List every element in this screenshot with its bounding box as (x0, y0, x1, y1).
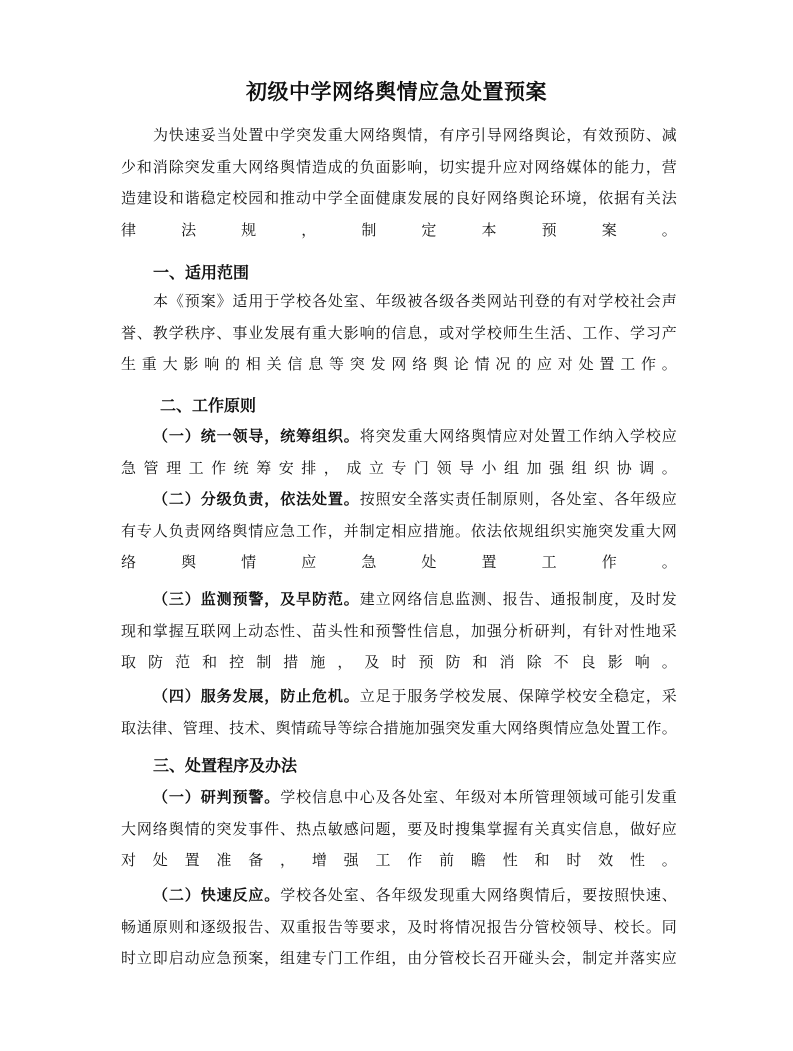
principle-2-line (121, 484, 677, 516)
section-1-line: 生重大影响的相关信息等突发网络舆论情况的应对处置工作。 (121, 355, 677, 373)
principle-3-paragraph (121, 584, 677, 679)
procedure-1-text: 学校信息中心及各处室、年级对本所管理领域可能引发重 (280, 788, 677, 806)
principle-2-paragraph (121, 484, 677, 579)
procedure-2-paragraph (121, 880, 677, 975)
procedure-1-line: 大网络舆情的突发事件、热点敏感问题，要及时搜集掌握有关真实信息，做好应 (121, 819, 677, 838)
procedure-1-paragraph (121, 782, 677, 877)
principle-1-paragraph (121, 421, 677, 484)
section-1-paragraph (121, 286, 677, 381)
procedure-2-lead: （二）快速反应。 (153, 886, 281, 904)
document-title: 初级中学网络舆情应急处置预案 (246, 80, 547, 104)
section-2-heading: 二、工作原则 (160, 396, 257, 415)
principle-3-line: 取防范和控制措施，及时预防和消除不良影响。 (121, 653, 677, 671)
principle-3-line (121, 584, 677, 616)
principle-1-line (121, 421, 677, 453)
procedure-1-line (121, 782, 677, 814)
principle-4-paragraph (121, 681, 677, 744)
intro-line: 律法规，制定本预案。 (121, 220, 677, 239)
intro-line: 为快速妥当处置中学突发重大网络舆情，有序引导网络舆论，有效预防、减 (153, 126, 677, 144)
principle-1-text: 将突发重大网络舆情应对处置工作纳入学校应 (359, 427, 677, 445)
section-3-heading: 三、处置程序及办法 (153, 756, 298, 775)
principle-3-lead: （三）监测预警，及早防范。 (153, 590, 360, 608)
intro-line: 造建设和谐稳定校园和推动中学全面健康发展的良好网络舆论环境，依据有关法 (121, 189, 677, 207)
principle-1-lead: （一）统一领导，统筹组织。 (153, 427, 360, 445)
section-1-heading: 一、适用范围 (153, 263, 250, 282)
principle-2-line: 有专人负责网络舆情应急工作，并制定相应措施。依法依规组织实施突发重大网 (121, 521, 677, 540)
principle-3-line: 现和掌握互联网上动态性、苗头性和预警性信息，加强分析研判，有针对性地采 (121, 621, 677, 640)
procedure-1-line: 对处置准备，增强工作前瞻性和时效性。 (121, 851, 677, 869)
principle-2-line: 络舆情应急处置工作。 (121, 553, 677, 571)
principle-4-line: 取法律、管理、技术、舆情疏导等综合措施加强突发重大网络舆情应急处置工作。 (121, 718, 677, 737)
principle-2-lead: （二）分级负责，依法处置。 (153, 490, 360, 508)
principle-4-lead: （四）服务发展，防止危机。 (153, 687, 360, 705)
procedure-2-line: 畅通原则和逐级报告、双重报告等要求，及时将情况报告分管校领导、校长。同 (121, 917, 677, 936)
principle-4-text: 立足于服务学校发展、保障学校安全稳定，采 (359, 687, 677, 705)
intro-line: 少和消除突发重大网络舆情造成的负面影响，切实提升应对网络媒体的能力，营 (121, 157, 677, 176)
procedure-2-line: 时立即启动应急预案，组建专门工作组，由分管校长召开碰头会，制定并落实应 (121, 949, 677, 967)
procedure-1-lead: （一）研判预警。 (153, 788, 281, 806)
section-1-line: 誉、教学秩序、事业发展有重大影响的信息，或对学校师生生活、工作、学习产 (121, 323, 677, 342)
section-1-line: 本《预案》适用于学校各处室、年级被各级各类网站刊登的有对学校社会声 (153, 292, 677, 310)
principle-3-text: 建立网络信息监测、报告、通报制度，及时发 (359, 590, 677, 608)
intro-paragraph (121, 120, 677, 246)
procedure-2-line (121, 880, 677, 912)
procedure-2-text: 学校各处室、各年级发现重大网络舆情后，要按照快速、 (280, 886, 677, 904)
principle-2-text: 按照安全落实责任制原则，各处室、各年级应 (359, 490, 677, 508)
principle-4-line (121, 681, 677, 713)
principle-1-line: 急管理工作统筹安排，成立专门领导小组加强组织协调。 (121, 458, 677, 477)
